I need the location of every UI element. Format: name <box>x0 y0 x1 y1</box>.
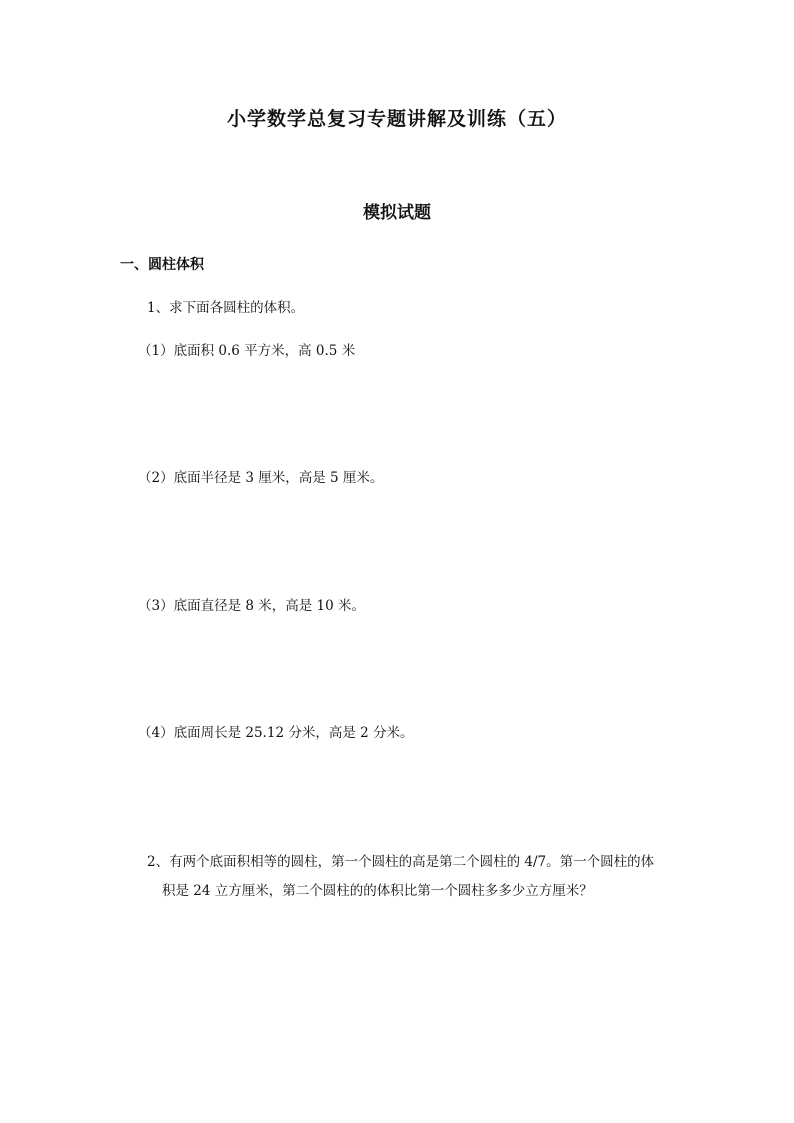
page-subtitle: 模拟试题 <box>363 203 431 223</box>
question-2-line-1: 2、有两个底面积相等的圆柱，第一个圆柱的高是第二个圆柱的 4/7。第一个圆柱的体 <box>147 854 655 870</box>
question-2-line-2: 积是 24 立方厘米，第二个圆柱的的体积比第一个圆柱多多少立方厘米？ <box>162 883 593 899</box>
question-1-part-4: （4）底面周长是 25.12 分米，高是 2 分米。 <box>138 725 414 741</box>
question-1-part-3: （3）底面直径是 8 米，高是 10 米。 <box>138 598 366 614</box>
question-1-part-2: （2）底面半径是 3 厘米，高是 5 厘米。 <box>138 470 384 486</box>
page-title: 小学数学总复习专题讲解及训练（五） <box>226 108 567 130</box>
question-1-prompt: 1、求下面各圆柱的体积。 <box>147 300 305 316</box>
section-heading: 一、圆柱体积 <box>120 257 204 273</box>
question-1-part-1: （1）底面积 0.6 平方米，高 0.5 米 <box>138 343 356 359</box>
